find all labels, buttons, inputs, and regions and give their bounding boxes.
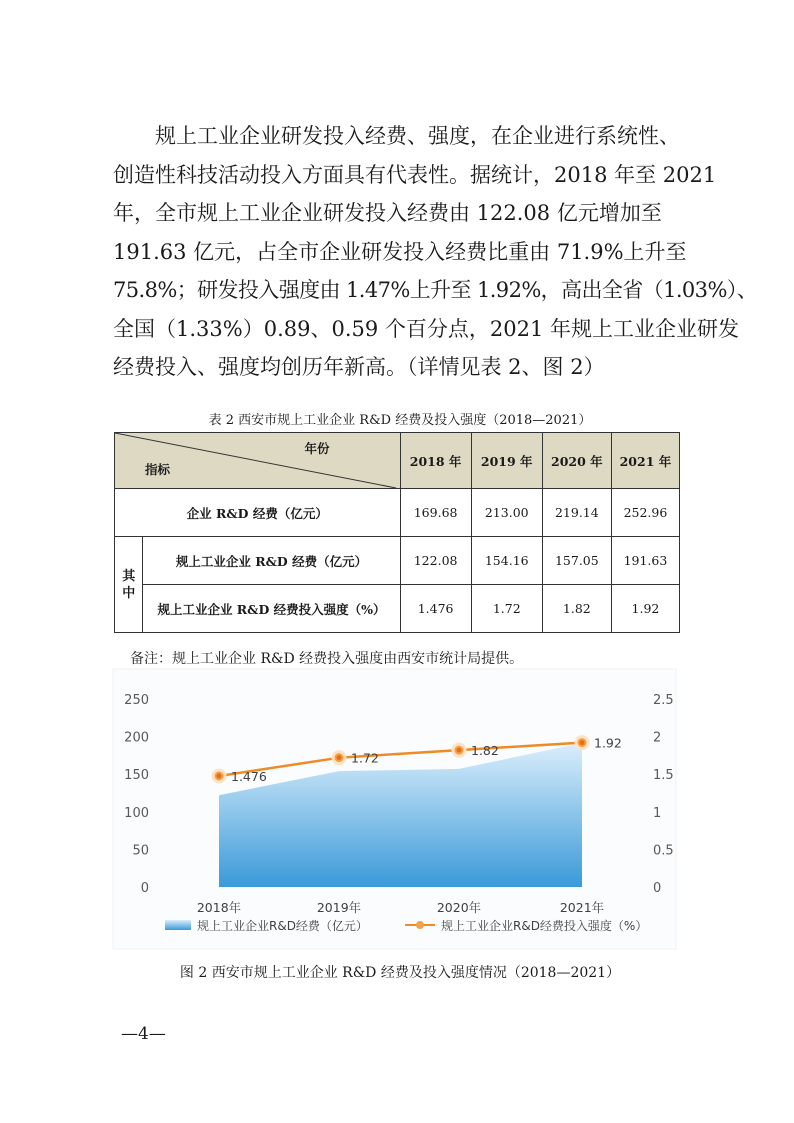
left-axis-tick-label: 200 — [124, 730, 149, 746]
table-cell: 213.00 — [471, 489, 542, 537]
table-row — [115, 537, 680, 585]
left-axis-tick-label: 50 — [132, 843, 149, 859]
legend-area-swatch — [165, 920, 191, 930]
line-data-point-core — [217, 774, 222, 779]
paragraph-line: 规上工业企业研发投入经费、强度，在企业进行系统性、 — [155, 124, 680, 148]
paragraph-line: 75.8%；研发投入强度由 1.47%上升至 1.92%，高出全省（1.03%）、 — [113, 278, 758, 302]
paragraph-line: 年，全市规上工业企业研发投入经费由 122.08 亿元增加至 — [113, 201, 662, 225]
table-cell: 1.82 — [542, 585, 611, 633]
legend-area-label: 规上工业企业R&D经费（亿元） — [197, 919, 368, 933]
x-axis-category-label: 2018年 — [196, 900, 242, 915]
row-label: 企业 R&D 经费（亿元） — [115, 489, 401, 537]
x-axis-category-label: 2021年 — [559, 900, 605, 915]
table-header-row — [115, 433, 680, 489]
table-note: 备注：规上工业企业 R&D 经费投入强度由西安市统计局提供。 — [130, 651, 524, 667]
figure-caption: 图 2 西安市规上工业企业 R&D 经费及投入强度情况（2018—2021） — [179, 965, 621, 981]
header-year-label: 年份 — [304, 441, 330, 456]
legend-line-label: 规上工业企业R&D经费投入强度（%） — [441, 919, 648, 933]
table-row — [115, 489, 680, 537]
right-axis-tick-label: 2 — [653, 730, 662, 746]
page-number: —4— — [121, 1024, 166, 1044]
combo-chart — [113, 669, 676, 949]
header-year-2018: 2018 年 — [400, 433, 471, 489]
line-data-label: 1.92 — [594, 735, 622, 751]
right-axis-tick-label: 0.5 — [653, 843, 674, 859]
line-data-point-core — [457, 748, 462, 753]
right-axis-tick-label: 2.5 — [653, 693, 674, 708]
left-axis-tick-label: 250 — [124, 693, 149, 708]
header-indicator-label: 指标 — [145, 462, 171, 477]
chart-svg — [113, 669, 676, 949]
header-year-2019: 2019 年 — [471, 433, 542, 489]
x-axis-category-label: 2020年 — [436, 900, 482, 915]
right-axis-tick-label: 1.5 — [653, 768, 674, 784]
paragraph-line: 创造性科技活动投入方面具有代表性。据统计，2018 年至 2021 — [113, 162, 717, 187]
group-label-cell — [115, 537, 143, 633]
body-paragraph — [113, 117, 758, 387]
row-label: 规上工业企业 R&D 经费（亿元） — [143, 537, 400, 585]
table-cell: 169.68 — [400, 489, 471, 537]
left-axis-tick-label: 0 — [140, 881, 149, 896]
right-axis-tick-label: 0 — [653, 881, 662, 896]
legend-line-marker — [416, 921, 424, 929]
table-cell: 191.63 — [611, 537, 679, 585]
line-data-label: 1.82 — [471, 743, 499, 759]
right-axis-tick-label: 1 — [653, 805, 662, 821]
paragraph-line: 经费投入、强度均创历年新高。（详情见表 2、图 2） — [113, 355, 605, 379]
table-cell: 252.96 — [611, 489, 679, 537]
line-data-point-core — [580, 740, 585, 745]
table-cell: 154.16 — [471, 537, 542, 585]
table-caption: 表 2 西安市规上工业企业 R&D 经费及投入强度（2018—2021） — [208, 413, 592, 428]
table-row — [115, 585, 680, 633]
left-axis-tick-label: 100 — [124, 805, 149, 821]
left-axis-tick-label: 150 — [124, 768, 149, 784]
row-label: 规上工业企业 R&D 经费投入强度（%） — [143, 585, 400, 633]
table-cell: 122.08 — [400, 537, 471, 585]
x-axis-category-label: 2019年 — [316, 900, 362, 915]
table-cell: 157.05 — [542, 537, 611, 585]
header-year-2020: 2020 年 — [542, 433, 611, 489]
group-label: 其中 — [122, 568, 136, 601]
line-data-point-core — [337, 755, 342, 760]
diagonal-header-cell — [115, 433, 401, 489]
table-cell: 1.72 — [471, 585, 542, 633]
line-data-label: 1.72 — [351, 750, 379, 766]
table-cell: 1.92 — [611, 585, 679, 633]
paragraph-line: 191.63 亿元，占全市企业研发投入经费比重由 71.9%上升至 — [113, 239, 687, 264]
table-cell: 219.14 — [542, 489, 611, 537]
table-cell: 1.476 — [400, 585, 471, 633]
line-data-label: 1.476 — [231, 769, 267, 785]
header-year-2021: 2021 年 — [611, 433, 679, 489]
paragraph-line: 全国（1.33%）0.89、0.59 个百分点，2021 年规上工业企业研发 — [113, 316, 740, 341]
data-table — [114, 432, 680, 633]
